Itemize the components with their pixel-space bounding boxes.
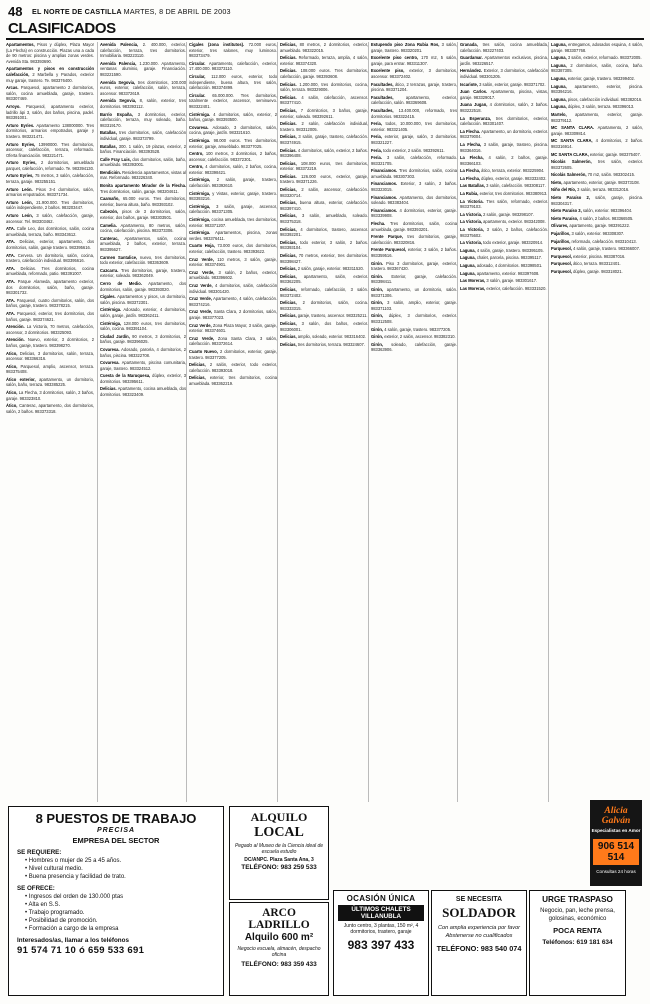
classified-ad: Circular. Apartamento, calefacción, exterior, 17.400.000. 983373110. xyxy=(189,60,277,72)
classified-ad: Cruz Verde, Zona Santa Clara, 3 salón, calefacción. 983372614. xyxy=(189,335,277,347)
classified-ad: Parquesol, dúplex, garaje. 983318021. xyxy=(551,269,623,274)
tarot-note: Consultas 24 horas xyxy=(596,869,636,874)
classified-ad: Laguna, 2 dormitorios, salón, cocina, baño. 983387305. xyxy=(551,62,643,74)
classified-ad: Cistérniga, 128.000 euros, tres dormitorios, salón, cocina. 983391104. xyxy=(100,320,186,332)
classified-ad: La Esperanza, tres dormitorios, exterior, calefacción. 983301407. xyxy=(460,115,548,127)
classified-ad: Hernández. Exterior, 3 dormitorios, calefacción individual. 983301205. xyxy=(460,68,548,79)
classified-ad: Arturo Eyries, 13990000. Tres dormitorios, ascensor, calefacción, terraza, reformado. Oferta financiación. 983221471. xyxy=(6,141,94,158)
publication-line xyxy=(32,7,231,16)
classified-ad: Feria, todo exterior, 2 salón. 983392611. xyxy=(371,147,445,153)
urge-place: POCA RENTA xyxy=(553,926,602,935)
classified-ad: Delicias, 70 metros, exterior, tres dormitorios. 983398427. xyxy=(280,253,368,264)
classified-ad: Ático, Canterac, apartamento, dos dormitorios, salón, 2 baños. 983373318. xyxy=(6,403,94,414)
classified-ad: Cistérniga, 3 salón, garaje, ascensor, calefacción. 983371305. xyxy=(189,203,277,215)
classified-ad: Laguna, entregamos, adosados esquina, 4 salón, garaje. 983307768. xyxy=(551,42,643,53)
ocasion-title: OCASIÓN ÚNICA xyxy=(346,894,416,903)
classified-ad: Parquesol, exterior, piscina. 983387016. xyxy=(551,253,626,259)
tarot-phone: 906 514 514 xyxy=(593,839,639,865)
classified-ad: Delicias, 3 salón, garaje, trastero, calefacción. 983374915. xyxy=(280,134,368,145)
classified-ad: Centro, 4 dormitorios, salón, 2 baños, cocina, exterior. 983398421. xyxy=(189,164,277,175)
classified-ad: ATA. Delicias, exterior, apartamento, dos dormitorios, salón, garaje trastero. 983395616. xyxy=(6,239,94,250)
jobs-title: 8 PUESTOS DE TRABAJO xyxy=(35,811,197,826)
classified-ad: Cistérniga. Apartamentos, piscina, zonas verdes. 983376411. xyxy=(189,230,277,241)
classified-ad: Delicias, 80 metros, 2 dormitorios, exterior, amueblado. 983322015. xyxy=(280,42,368,53)
soldador-desc: Con amplia experiencia por favor Abstenerse no cualificados xyxy=(437,925,521,939)
classified-ad: Cruz Verde, 3 salón, 2 baños, exterior, amueblado. 983396602. xyxy=(189,269,277,281)
classified-ad: Olivares, apartamento, garaje. 983391222. xyxy=(551,223,630,229)
classified-ad: Girón, exterior, 2 salón, ascensor. 983382310. xyxy=(371,334,456,340)
classified-ad: Girón, 3 salón, amplio, exterior, garaje. 983371103. xyxy=(371,300,457,311)
classified-ad: Circular, 112.000 euros, exterior, todo independiente, buena altura, tres salón, calefacción. 983374899. xyxy=(189,73,277,91)
classified-ad: Arturo León, 21.900.000. Tres dormitorios, salón independiente, 2 baños. 983203447. xyxy=(6,199,94,211)
arco-title: ARCO LADRILLO xyxy=(248,907,310,931)
classified-ad: Delicias, 3 salón, dos baños, exterior. 983306001. xyxy=(280,320,368,332)
classified-ad: Barrio España, 3 dormitorios, exterior, calefacción, terraza, muy soleado, baño. 983319170. xyxy=(100,111,186,128)
classified-ad: Carmen Santalice, nuevo, tres dormitorios, todo exterior, calefacción. 983363609. xyxy=(100,254,186,266)
classified-ad: Batallas, tres dormitorios, salón, calefacción individual, garaje. 983373799. xyxy=(100,130,186,141)
arco-phone: TELÉFONO: 983 359 433 xyxy=(241,961,317,968)
list-item: • Alta en S.S. xyxy=(25,901,223,909)
classified-ad: Cruz Verde, Zona Plaza Mayor, 3 salón, garaje, exterior. 983374601. xyxy=(189,322,277,334)
classified-ad: La Victoria, todo exterior, garaje. 983320914. xyxy=(460,240,544,246)
soldador-phone: TELÉFONO: 983 540 074 xyxy=(436,944,522,953)
classified-ad: Delicias, 2 salón, exterior, todo exterior, calefacción. 983393018. xyxy=(189,362,277,373)
classified-ad: Nicolás Salmerón, 70 m2, salón. 983302415. xyxy=(551,172,635,178)
classified-ad: Arturo León, 3 salón, calefacción, garaje, ascensor. Tel. 983303462. xyxy=(6,213,94,224)
classified-ad: Canterac, Apartamentos, salón, cocina amueblada, 2 baños, exterior, terraza. 983395627. xyxy=(100,235,186,252)
rent-local-desc: Pegado al Museo de la Ciencia ideal de escuela estudio xyxy=(234,843,324,855)
urge-title: URGE TRASPASO xyxy=(542,895,613,904)
classified-ad: Atico, Parquesol, amplio, ascensor, terraza. 983375408. xyxy=(6,363,94,375)
classified-ad: Arturo Eyries, 75 metros, 3 salón, calefacción, terraza, garaje. 983255151. xyxy=(6,173,94,185)
classified-ad: La Victoria. Tres salón, reformado, exterior. 983379103. xyxy=(460,198,548,210)
classified-ad: Laguna, pisos, calefacción individual. 983382016. xyxy=(551,96,643,102)
classified-ad: Bonita apartamento Mirador de la Flecha. Tres dormitorios, salón, garaje. 983204611. xyxy=(100,183,186,194)
classified-ad: Arturo Eyries, 2 dormitorios, amueblado parquet, calefacción, reformado. Te. 983394130. xyxy=(6,160,94,171)
classified-ad: Cistérniga. 4 dormitorios, salón, exterior, 2 baños, garaje. 983393500. xyxy=(189,111,277,123)
classified-ad: Cuarto Hoja, 73.000 euros, dos dormitorios, exterior, calefacción, trastero. 983393622. xyxy=(189,243,277,254)
classified-ad: La Rubia, exterior, tres dormitorios. 983380913. xyxy=(460,191,548,197)
classified-ad: Apartamentos y pisos en construcción calefacción, 2 Marbella y Parados, exterior muy garaje, trastero. Te. 983376400. xyxy=(6,66,94,83)
rent-local-address: DC/ANPC. Plaza Santa Ana, 3 xyxy=(244,857,314,863)
arco-desc: Negocio escuela, almacén, despacho oficina xyxy=(237,946,321,958)
classified-ad: MC SANTA CLARA. Apartamento, 2 salón, garaje. 983309814. xyxy=(551,125,643,136)
classified-ad: Laguna, adosado, 4 dormitorios. 983398501. xyxy=(460,263,543,268)
classified-ad: Arturo León. Pisos 3-4 dormitorios, salón, armarios empotrados. 983371734. xyxy=(6,186,94,198)
classified-ad: Centro, 100 metros, 3 dormitorios, 2 baños, ascensor, calefacción. 983372301. xyxy=(189,151,277,162)
classified-ad: Delicias, 7 dormitorios, 3 baños, garaje, exterior, soleado. 983392611. xyxy=(280,107,368,119)
classified-ad: Avenida Palencia, 2. 400.000, exterior, calefacción, terraza, tres dormitorios. Inmobiliaria. 983223110. xyxy=(100,42,186,59)
classified-ad: Granada, tres salón, cocina amueblada, calefacción. 983227403. xyxy=(460,42,548,53)
rent-local-ad xyxy=(229,806,329,900)
classified-ad: Las Batallas, 3 salón, calefacción. 983308117. xyxy=(460,183,546,189)
list-item: • Hombres o mujer de 25 a 45 años. xyxy=(25,857,223,865)
classified-columns xyxy=(6,42,646,802)
classified-ad: La Flecha. Apartamento, un dormitorio, exterior. 983379004. xyxy=(460,128,548,140)
column-4 xyxy=(277,42,368,802)
classified-ad: Delicias. 4 dormitorios, salón, exterior, 2 baños. 983396408. xyxy=(280,147,368,159)
classified-ad: Atico, Delicias, 3 dormitorios, salón, terraza, ascensor. 983366316. xyxy=(6,350,94,362)
classified-ad: Laguna, dúplex, 3 salón, terraza. 983396013. xyxy=(551,104,635,110)
classified-ad: Cuesta de la Maruquesa, dúplex, exterior, 3 dormitorios. 983395611. xyxy=(100,373,186,384)
classified-ad: Delicias, reformado, calefacción, 3 salón. 983372402. xyxy=(280,286,368,298)
classified-ad: Cistérniga. Adosado, exterior, 4 dormitorios, salón, garaje, jardín. 983362411. xyxy=(100,307,186,318)
classified-ad: Financiamos. Apartamento, dos dormitorios, soleado. 983383404. xyxy=(371,194,457,206)
urge-desc: Negocio, pan, leche prensa, golosinas, económico xyxy=(540,908,615,922)
classified-ad: La Victoria, apartamento, exterior. 983342008. xyxy=(460,219,546,225)
classified-ad: Estupendo piso Zona Rubia Ros, 3 salón, garaje, trastero. 983320201. xyxy=(371,42,457,53)
tarot-ad xyxy=(590,800,642,886)
classified-ad: Delicias, 4 dormitorios, trastero, ascensor. 983392201. xyxy=(280,226,368,238)
list-item: • Ingresos del orden de 130.000 ptas xyxy=(25,893,223,901)
classified-ad: Parquesol, ático, terraza. 983312401. xyxy=(551,261,621,267)
classified-ad: Laguna, exterior, garaje, trastero. 983399402. xyxy=(551,75,635,81)
classified-ad: Delicias, 108.000 euros, tres dormitorios, exterior. 983372219. xyxy=(280,160,368,172)
publication-name: EL NORTE DE CASTILLA xyxy=(32,7,122,16)
jobs-require-list xyxy=(25,857,223,881)
soldador-role: SOLDADOR xyxy=(442,905,516,920)
jobs-phones: 91 574 71 10 ó 659 533 691 xyxy=(17,945,145,956)
classified-ad: Arroyo. Parquesol, apartamento exterior, ladrillo ápi 3, salón, dos baños, piscina, padel. 983391001. xyxy=(6,103,94,121)
classified-ad: Facultades, 13.400.000, reformado, tres dormitorios. 983322415. xyxy=(371,107,457,119)
classified-ad: Ciudad Jardín, 90 metros, 3 dormitorios, 2 baños, garaje. 983396025. xyxy=(100,333,186,345)
classified-ad: Ático, La Flecha, 3 dormitorios, salón, 2 baños, garaje. 983323810. xyxy=(6,390,94,401)
classified-ad: La Victoria, 3 salón, 2 baños, calefacción. 983375602. xyxy=(460,227,548,238)
column-2 xyxy=(97,42,186,802)
classified-ad: Delicias. 108.000 euros. Tres dormitorios, calefacción, garaje. 983393608. xyxy=(280,68,368,79)
classified-ad: Flecha. Tres dormitorios, salón, cocina amueblada, garaje. 983393201. xyxy=(371,221,457,232)
classified-ad: Niño del Río, 3 salón, terraza. 983312016. xyxy=(551,187,630,193)
classified-ad: Cruz Verde, 4 dormitorios, salón, calefacción individual. 983301420. xyxy=(189,282,277,294)
list-item: • Nivel cultural medio. xyxy=(25,865,223,873)
classified-ad: Circular. 65.000.000. Tres dormitorios, totalmente exterior, ascensor, seminuevo. 983322401. xyxy=(189,92,277,109)
classified-ad: La Flecha, dúplex, exterior, garaje. 983332402. xyxy=(460,175,547,181)
jobs-offer-list xyxy=(25,893,223,933)
classified-ad: Delicias. 1.200.000, tres dormitorios, cocina, salón, terraza. 983329006. xyxy=(280,81,368,93)
classified-ad: ATA. Cervera. Un dormitorio, salón, cocina, trastero, calefacción individual. 983395616. xyxy=(6,252,94,264)
classified-ad: Pajarillos, 3 salón, exterior. 983308307. xyxy=(551,231,625,237)
classified-ad: Delicias. Apartamento, cocina amueblada, dos dormitorios. 983323409. xyxy=(100,386,186,398)
classified-ad: Girón, 4 salón, garaje, trastero. 983377205. xyxy=(371,326,452,332)
classified-ad: Delicias. Reformado, terraza, amplia, 4 salón, exterior. 983374320. xyxy=(280,55,368,66)
classified-ad: Nicolás Salmerón, tres salón, exterior. 983372605. xyxy=(551,159,643,170)
soldador-ad xyxy=(431,890,527,996)
classified-ad: Martelo, apartamento, exterior, garaje. 983379112. xyxy=(551,111,643,123)
classified-ad: Ático exterior, apartamento, un dormitorio, salón, baño, terraza. 983385225. xyxy=(6,376,94,388)
classified-ad: Iscariote, 3 salón, exterior, garaje. 983371702. xyxy=(460,81,546,87)
arco-ladrillo-ad xyxy=(229,902,329,996)
classified-ad: ATA. Parque Alameda, apartamento exterior, dos dormitorios, salón, baño, garaje. 983301732. xyxy=(6,278,94,296)
classified-ad: Atención. Nuevo, exterior, 3 dormitorios, 2 baños, garaje, trastero. 983398270. xyxy=(6,337,94,348)
classified-ad: Cigales. Apartamentos y pisos, un dormitorio, salón, piscina. 983372301. xyxy=(100,294,186,305)
classified-ad: Delicias, 2 salón, garaje, exterior. 983311520. xyxy=(280,266,364,272)
classified-ad: Delicias, todo exterior, 3 salón, 2 baños. 983393104. xyxy=(280,239,368,251)
classified-ad: Delicias. 2 salón, calefacción individual, trastero. 983312005. xyxy=(280,121,368,132)
classified-ad: Frente Parque, tres dormitorios, garaje, calefacción. 983320816. xyxy=(371,234,457,245)
column-3 xyxy=(186,42,277,802)
classified-ad: Delicias, garaje, trastero, ascensor. 983325211. xyxy=(280,313,368,319)
classified-ad: Girón, dúplex, 3 dormitorios, exterior. 983312508. xyxy=(371,313,457,324)
column-1 xyxy=(6,42,94,802)
classified-ad: Excelente piso, exterior, 3 dormitorios, ascensor. 983372402. xyxy=(371,68,457,79)
jobs-require-heading: SE REQUIERE: xyxy=(17,849,62,856)
classified-ad: Camelia. Apartamento, 80 metros, salón, cocina, calefacción, piscina. 983373306. xyxy=(100,222,186,234)
column-6 xyxy=(457,42,548,802)
classified-ad: Covaresa. Apartamento, piscina comunitaria, garaje, trastero. 983324512. xyxy=(100,360,186,371)
classified-ad: Cabezón, pisos de 3 dormitorios, salón, exterior, dos baños, garaje. 983303501. xyxy=(100,209,186,221)
classified-ad: Cistérniga, 2 salón, garaje, trastero, calefacción. 983392610. xyxy=(189,177,277,189)
jobs-ad xyxy=(8,806,224,996)
classified-ad: Delicias. 4 salón, calefacción, ascensor. 983377410. xyxy=(280,94,368,106)
jobs-offer-heading: SE OFRECE: xyxy=(17,885,55,892)
classified-ad: Covaresa. Adosado, 3 dormitorios, salón, cocina, garaje, jardín. 983321610. xyxy=(189,124,277,136)
column-7 xyxy=(548,42,643,802)
classified-ad: Nieto, apartamento, exterior, garaje. 983373108. xyxy=(551,179,640,185)
jobs-subtitle: PRECISA xyxy=(96,827,136,834)
ocasion-phone: 983 397 433 xyxy=(347,938,415,952)
classified-ad: ATA. Delicias. Tres dormitorios, cocina amueblada, reformado, patio. 983391007. xyxy=(6,265,94,277)
classified-ad: Nieto Paraíso 3, salón, exterior. 983396404. xyxy=(551,208,633,214)
classified-ad: Covaresa. Adosado, parcela, 4 dormitorios, 2 baños, piscina. 983322708. xyxy=(100,346,186,358)
jobs-company: EMPRESA DEL SECTOR xyxy=(72,836,160,845)
classified-ad: Delicias, buena altura, exterior, calefacción. 983397410. xyxy=(280,200,368,211)
page-header xyxy=(6,4,644,40)
list-item: • Trabajo programado. xyxy=(25,909,223,917)
classified-ad: Girón. Piso 3 dormitorios, garaje, exterior, trastero. 983367420. xyxy=(371,260,457,272)
urge-traspaso-ad xyxy=(529,890,626,996)
classified-ad: Facultades, ático, 2 terrazas, garaje, trastero, piscina. 983371204. xyxy=(371,81,457,93)
classified-ad: La Flecha, 3 salón, garaje, trastero, piscina. 983364016. xyxy=(460,141,548,153)
classified-ad: Apartamentos, Pisos y dúplex, Plaza Mayor (La Flecha) en construcción. Plazas una a cada de 90 metros: piscina y amplias zonas verdes. Avenida Sta. 983393690. xyxy=(6,42,94,64)
classified-ad: Cistérniga, cocina amueblada, tres dormitorios, exterior. 983371207. xyxy=(189,217,277,228)
classified-ad: ATA. Parquesol, cuatro dormitorios, salón, dos baños, garaje, trastero. 983378215. xyxy=(6,297,94,309)
classified-ad: Feria, exterior, garaje, salón, 3 dormitorios. 983321227. xyxy=(371,134,457,145)
classified-ad: Cazcarra. Tres dormitorios, garaje, trastero, exterior, soleado. 983362049. xyxy=(100,267,186,279)
list-item: • Buena presencia y facilidad de trato. xyxy=(25,873,223,881)
ocasion-ad xyxy=(333,890,429,996)
classified-ad: Avenida Segovia, 8, salón, exterior, tres dormitorios. 983393112. xyxy=(100,98,186,109)
publication-date: MARTES, 8 DE ABRIL DE 2003 xyxy=(123,7,231,16)
classified-ad: ATA. Parquesol, exterior, tres dormitorios, dos baños, garaje. 983374621. xyxy=(6,310,94,322)
list-item: • Formación a cargo de la empresa xyxy=(25,925,223,933)
classified-ad: Atención. La Victoria, 70 metros, calefacción, ascensor, 3 dormitorios. 983325093. xyxy=(6,324,94,335)
classified-ad: Las Moreras, exterior, calefacción. 983331520. xyxy=(460,285,547,291)
classified-ad: Delicias, apartamento, salón, exterior. 983362205. xyxy=(280,273,368,285)
classified-ad: Frente Parquesol, exterior, 3 salón, 2 baños. 983359516. xyxy=(371,247,457,258)
classified-ad: Delicias. 126.000 euros, exterior, garaje, trastero. 983371226. xyxy=(280,173,368,185)
rent-local-phone: TELÉFONO: 983 259 533 xyxy=(241,864,317,871)
jobs-interested: Interesados/as, llamar a los teléfonos xyxy=(17,937,129,944)
classified-ad: MC SANTA CLARA, exterior, garaje. 983375407. xyxy=(551,151,641,157)
ocasion-desc: Junto centro, 3 plantas, 150 m², 4 dormitorios, trastero, garaje xyxy=(343,923,419,935)
classified-ad: Girón, apartamento, un dormitorio, salón. 983371306. xyxy=(371,286,457,298)
classified-ad: Batallas, 300. 1 salón, 19 plazas, exterior, 2 baños. Financiación. 983393528. xyxy=(100,143,186,155)
classified-ad: Laguna, 3 salón, exterior, reformado. 983372005. xyxy=(551,55,642,61)
classified-ad: Juana Jugan, 4 dormitorios, salón, 2 baños. 983222518. xyxy=(460,102,548,113)
column-5 xyxy=(368,42,457,802)
classified-ad: Cistérniga. 98.000 euros. Tres dormitorios, exterior, garaje, amueblado. 983377025. xyxy=(189,137,277,149)
classified-ad: Delicias, 3 salón, amueblado, soleado. 983375318. xyxy=(280,213,368,225)
classified-ad: Cigales (zona institutos). 72.000 euros, exterior, tres salones, muy luminoso. 983373479. xyxy=(189,42,277,59)
classified-ad: Juan Carlos. Apartamento, piscina, vistas, garaje. 983329017. xyxy=(460,89,548,100)
classified-ad: Parquesol, 4 salón, garaje, trastero. 983366007. xyxy=(551,246,640,252)
classified-ad: La Flecha, 4 salón, 2 baños, garaje. 983366103. xyxy=(460,155,548,166)
classified-ad: Avenida Palencia, 1.230.000. Apartamento, ventanas aluminio, garaje. Financiación. 983221590. xyxy=(100,60,186,77)
classified-ad: Laguna, 4 salón, garaje, trastero. 983395105. xyxy=(460,247,544,253)
classified-ad: Caamaño, 65.000 euros. Tres dormitorios, exterior, buena altura, baño. 983393102. xyxy=(100,196,186,207)
classified-ad: Cistérniga, y Vistas, exterior, garaje, trastero. 983393216. xyxy=(189,190,277,202)
classified-ad: Arcas. Parquesol, apartamento 2 dormitorios, salón, cocina amueblada, garaje, trastero. 983307469. xyxy=(6,85,94,102)
classified-ad: Guardamar. Apartamentos exclusivos, piscina, jardín. 983226517. xyxy=(460,55,548,66)
classified-ad: Laguna, chalet, parcela, piscina. 983395117. xyxy=(460,255,543,261)
soldador-title: SE NECESITA xyxy=(455,896,503,903)
classified-ad: Laguna, apartamento, exterior. 983397608. xyxy=(460,270,540,276)
classified-ad: Delicias, amplio, soleado, exterior. 983316402. xyxy=(280,334,367,340)
classified-ad: ATA. Calle Leo, dos dormitorios, salón, cocina amueblada, terraza, baño. 983343612. xyxy=(6,226,94,237)
classified-ad: Arturo Eyries. Apartamento 138000000. Tres dormitorios, armarios empotrados, garaje y trastero. 983221471. xyxy=(6,122,94,139)
classified-ad: Calle Fray Luis, dos dormitorios, salón, baño, amueblado. 983393001. xyxy=(100,156,186,168)
classified-ad: Excelente piso centro, 170 m2, 5 salón, garaje, para entrar. 983311307. xyxy=(371,55,457,66)
classified-ad: Feria, todos, 10.000.000, tres dormitorios, exterior. 983321405. xyxy=(371,121,457,132)
classified-ad: Cerro de Medio. Apartamento, dos dormitorios, salón, garaje. 983393020. xyxy=(100,280,186,292)
classified-ad: Delicias, exterior, tres dormitorios, cocina amueblada. 983362219. xyxy=(189,375,277,386)
tarot-brand: Alicia Galván xyxy=(601,806,631,826)
classified-ad: Avenida Segovia, tres dormitorios, 100.000 euros, exterior, calefacción, salón, terraza, ascensor. 983372619. xyxy=(100,79,186,96)
arco-size: Alquilo 600 m² xyxy=(244,932,314,943)
classified-ad: Girón. Exterior, garaje, calefacción. 983398411. xyxy=(371,273,457,285)
tarot-tagline: Especialistas en Amor xyxy=(591,828,641,833)
list-item: • Posibilidad de promoción. xyxy=(25,917,223,925)
classified-ad: Girón, soleado, calefacción, garaje. 983363906. xyxy=(371,341,457,353)
classified-ad: Delicias, 2 salón, ascensor, calefacción. 983320714. xyxy=(280,187,368,198)
classified-ad: Nieto Paraíso, 4 salón, 2 baños. 983366505. xyxy=(551,215,634,221)
rent-local-line2: LOCAL xyxy=(254,825,304,840)
page-number: 48 xyxy=(8,4,23,19)
classified-ad: Financiamos. 4 dormitorios, exterior, garaje. 983339908. xyxy=(371,207,457,219)
ocasion-band: ÚLTIMOS CHALETS VILLANUBLA xyxy=(338,905,424,921)
classified-ad: La Flecha, ático, terraza, exterior. 983225904. xyxy=(460,168,545,174)
classified-ad: Nieto Paraíso 2, salón, garaje, piscina. 983304317. xyxy=(551,195,643,206)
classified-ad: Bendición. Residencia apartamentos, vistas al mar. Reformado. 983226340. xyxy=(100,169,186,181)
classified-ad: Cuarto Nuevo, 2 dormitorios, exterior, garaje, trastero. 983377205. xyxy=(189,348,277,360)
classified-ad: MC SANTA CLARA, 4 dormitorios, 2 baños. 983316914. xyxy=(551,138,643,149)
classified-ad: Financiamos. Tres dormitorios, salón, cocina amueblada. 983307303. xyxy=(371,168,457,179)
classified-ad: Facultades, apartamento, exterior, calefacción, salón. 983369608. xyxy=(371,94,457,106)
classified-ad: Laguna, apartamento, exterior, piscina. 983394216. xyxy=(551,83,643,95)
classified-ad: Cruz Verde, Santa Clara, 2 dormitorios, salón, garaje. 983377023. xyxy=(189,309,277,320)
section-title: CLASIFICADOS xyxy=(8,20,116,37)
classified-ad: Delicias, 2 dormitorios, salón, cocina. 983333315. xyxy=(280,300,368,311)
classified-ad: Financiamos. Exterior, 3 salón, 2 baños. 983323015. xyxy=(371,181,457,193)
urge-phones: Teléfonos: 619 181 634 xyxy=(542,939,613,946)
classified-ad: Cruz Verde, Apartamento, 4 salón, calefacción. 983374216. xyxy=(189,296,277,307)
classified-ad: Delicias, tres dormitorios, terraza. 983324607. xyxy=(280,341,365,347)
classified-ad: Feria. 3 salón, calefacción, reformado. 983321705. xyxy=(371,155,457,166)
classified-ad: Pajarillos, reformado, calefacción. 983310413. xyxy=(551,238,637,244)
classified-ad: Cruz Verde, 110 metros, 3 salón, garaje, exterior. 983374901. xyxy=(189,256,277,268)
rent-local-line1: ALQUILO xyxy=(250,810,308,824)
classified-ad: La Victoria, 2 salón, garaje. 983298107. xyxy=(460,211,534,217)
classified-ad: Las Moreras, 3 salón, garaje. 983301617. xyxy=(460,278,538,284)
